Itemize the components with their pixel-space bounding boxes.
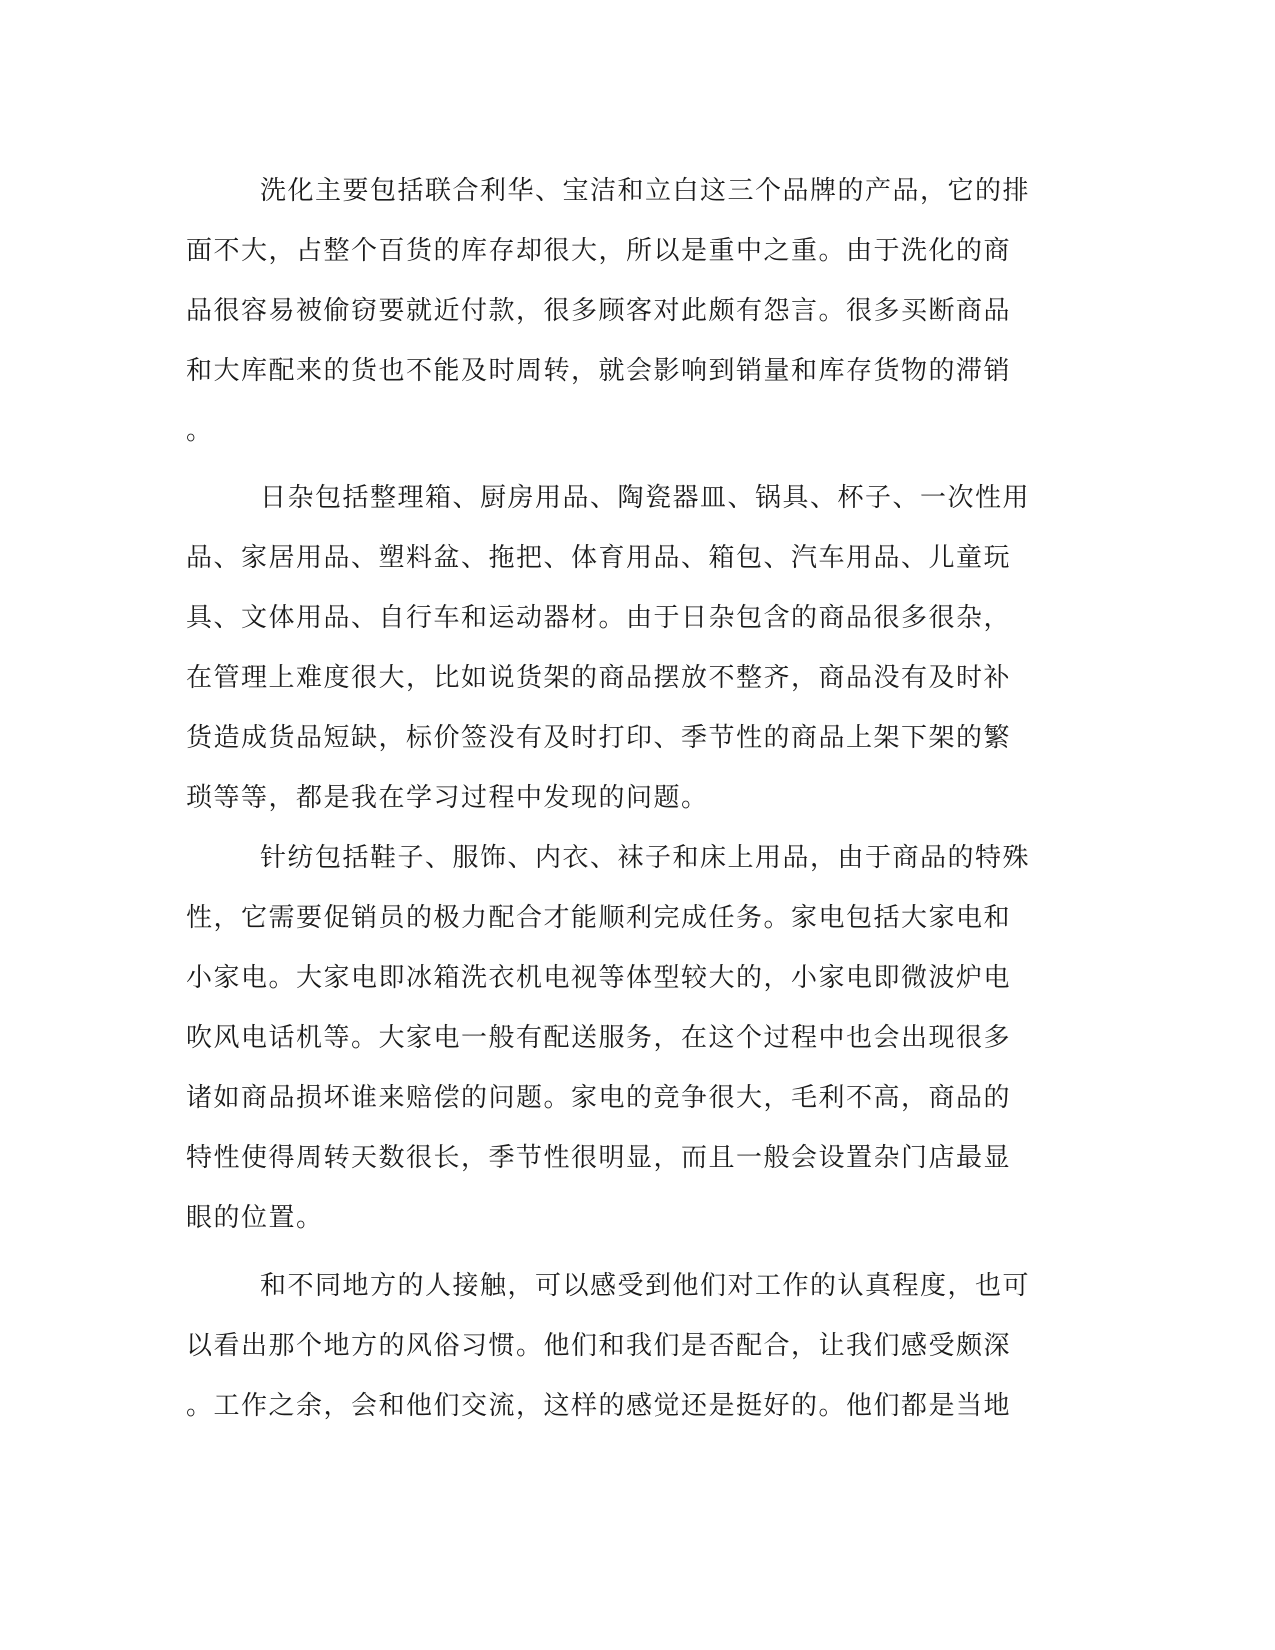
paragraph-sundries: [186, 468, 1066, 828]
text-line: 小家电。大家电即冰箱洗衣机电视等体型较大的，小家电即微波炉电: [186, 963, 1012, 993]
text-line: 特性使得周转天数很长，季节性很明显，而且一般会设置杂门店最显: [186, 1143, 1012, 1173]
paragraph-people: [186, 1256, 1066, 1436]
paragraph-textiles-appliances: [186, 828, 1066, 1248]
text-line: 日杂包括整理箱、厨房用品、陶瓷器皿、锅具、杯子、一次性用: [260, 483, 1031, 513]
text-line: 品、家居用品、塑料盆、拖把、体育用品、箱包、汽车用品、儿童玩: [186, 543, 1012, 573]
text-line: 货造成货品短缺，标价签没有及时打印、季节性的商品上架下架的繁: [186, 723, 1012, 753]
text-line: 和不同地方的人接触，可以感受到他们对工作的认真程度，也可: [260, 1271, 1031, 1301]
text-line: 在管理上难度很大，比如说货架的商品摆放不整齐，商品没有及时补: [186, 663, 1012, 693]
text-line: 以看出那个地方的风俗习惯。他们和我们是否配合，让我们感受颇深: [186, 1331, 1012, 1361]
paragraph-toiletries: [186, 161, 1066, 461]
text-line: 。: [186, 416, 214, 446]
text-line: 品很容易被偷窃要就近付款，很多顾客对此颇有怨言。很多买断商品: [186, 296, 1012, 326]
text-line: 眼的位置。: [186, 1203, 324, 1233]
text-line: 诸如商品损坏谁来赔偿的问题。家电的竞争很大，毛利不高，商品的: [186, 1083, 1012, 1113]
text-line: 针纺包括鞋子、服饰、内衣、袜子和床上用品，由于商品的特殊: [260, 843, 1031, 873]
text-line: 和大库配来的货也不能及时周转，就会影响到销量和库存货物的滞销: [186, 356, 1012, 386]
text-line: 吹风电话机等。大家电一般有配送服务，在这个过程中也会出现很多: [186, 1023, 1012, 1053]
text-line: 琐等等，都是我在学习过程中发现的问题。: [186, 783, 709, 813]
text-line: 洗化主要包括联合利华、宝洁和立白这三个品牌的产品，它的排: [260, 176, 1031, 206]
text-line: 。工作之余，会和他们交流，这样的感觉还是挺好的。他们都是当地: [186, 1391, 1012, 1421]
text-line: 面不大，占整个百货的库存却很大，所以是重中之重。由于洗化的商: [186, 236, 1012, 266]
text-line: 性，它需要促销员的极力配合才能顺利完成任务。家电包括大家电和: [186, 903, 1012, 933]
text-line: 具、文体用品、自行车和运动器材。由于日杂包含的商品很多很杂，: [186, 603, 1012, 633]
